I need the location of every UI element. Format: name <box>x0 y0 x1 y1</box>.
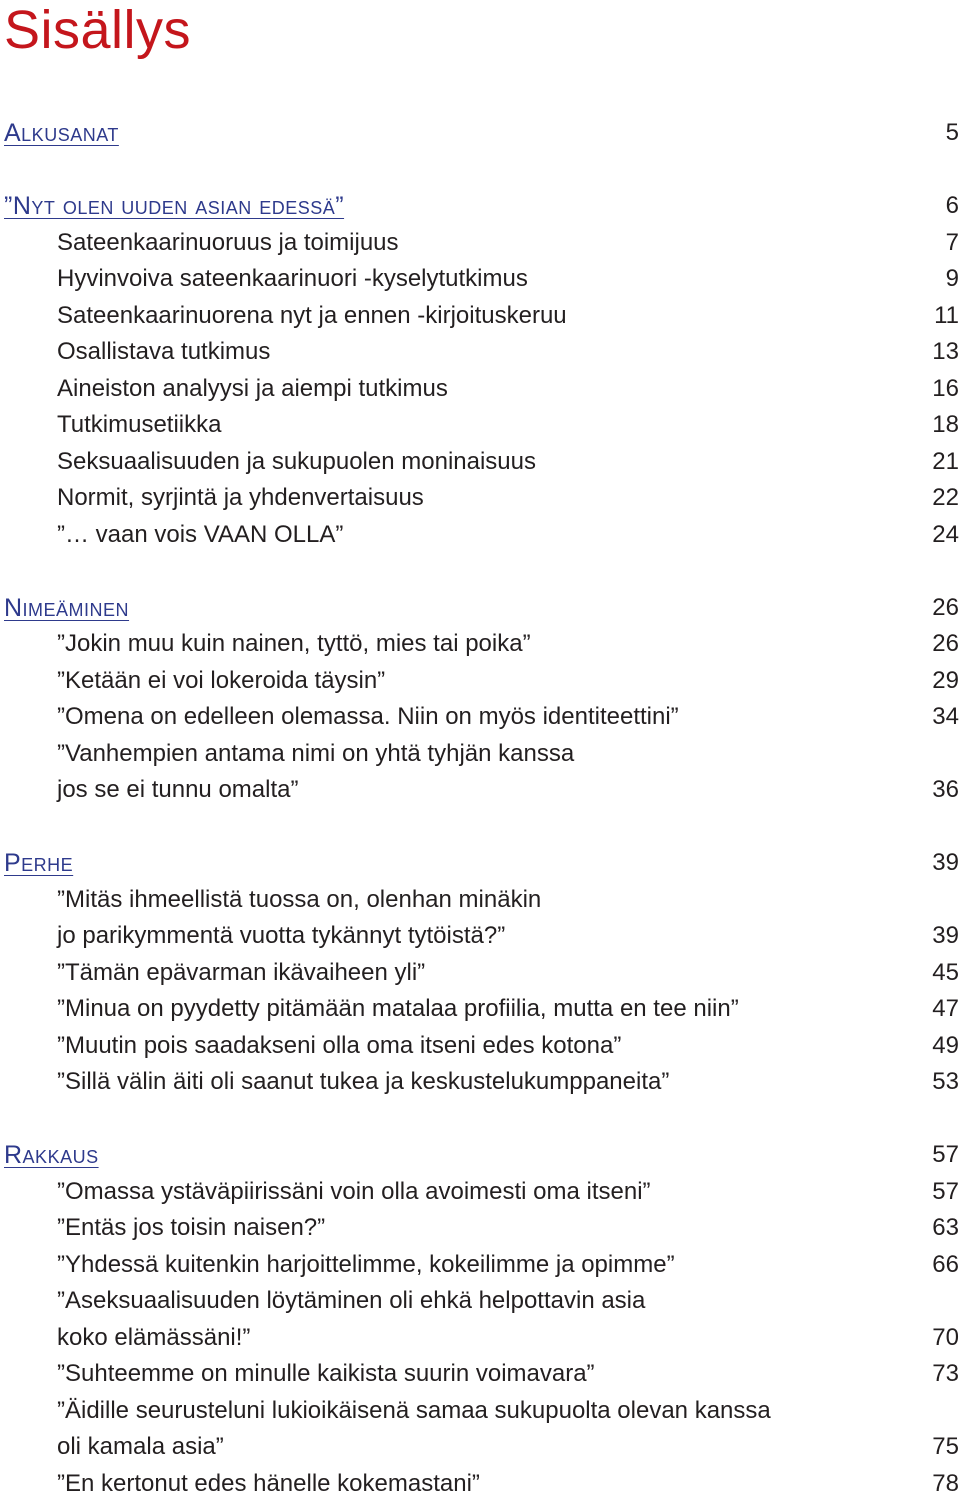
entry-page-number: 29 <box>932 663 959 700</box>
toc-entry-row[interactable] <box>0 1429 960 1466</box>
toc-entry-row[interactable] <box>0 699 960 736</box>
entry-page-number: 24 <box>932 517 959 554</box>
entry-page-number: 9 <box>946 261 959 298</box>
toc-section-row[interactable] <box>0 1137 960 1174</box>
section-page-number: 26 <box>932 590 959 627</box>
entry-title: Hyvinvoiva sateenkaarinuori -kyselytutkimus <box>57 261 528 298</box>
entry-page-number: 66 <box>932 1247 959 1284</box>
entry-page-number: 57 <box>932 1174 959 1211</box>
toc-entry-row[interactable] <box>0 371 960 408</box>
entry-title: ”Minua on pyydetty pitämään matalaa profiilia, mutta en tee niin” <box>57 991 739 1028</box>
entry-title: ”Mitäs ihmeellistä tuossa on, olenhan minäkin <box>57 882 541 919</box>
toc-entry-row[interactable] <box>0 991 960 1028</box>
toc-section-row[interactable] <box>0 845 960 882</box>
toc-entry-row[interactable] <box>0 407 960 444</box>
entry-title: ”Suhteemme on minulle kaikista suurin voimavara” <box>57 1356 595 1393</box>
toc-entry-row[interactable] <box>0 1210 960 1247</box>
toc-entry-row[interactable] <box>0 1356 960 1393</box>
entry-title: oli kamala asia” <box>57 1429 224 1466</box>
section-title-link[interactable]: Rakkaus <box>4 1137 99 1174</box>
section-page-number: 5 <box>946 115 959 152</box>
page-title: Sisällys <box>4 0 191 62</box>
section-title-link[interactable]: Nimeäminen <box>4 590 129 627</box>
toc-entry-row[interactable] <box>0 1064 960 1101</box>
toc-entry-row[interactable] <box>0 1466 960 1502</box>
toc-entry-row[interactable] <box>0 517 960 554</box>
entry-page-number: 34 <box>932 699 959 736</box>
toc-section-row[interactable] <box>0 188 960 225</box>
toc-entry-row[interactable] <box>0 882 960 919</box>
entry-page-number: 73 <box>932 1356 959 1393</box>
entry-page-number: 22 <box>932 480 959 517</box>
toc-entry-row[interactable] <box>0 444 960 481</box>
entry-title: Seksuaalisuuden ja sukupuolen moninaisuus <box>57 444 536 481</box>
entry-title: ”Omassa ystäväpiirissäni voin olla avoimesti oma itseni” <box>57 1174 651 1211</box>
entry-page-number: 45 <box>932 955 959 992</box>
entry-title: ”Jokin muu kuin nainen, tyttö, mies tai poika” <box>57 626 531 663</box>
toc-entry-row[interactable] <box>0 955 960 992</box>
toc-entry-row[interactable] <box>0 334 960 371</box>
entry-page-number: 21 <box>932 444 959 481</box>
entry-page-number: 47 <box>932 991 959 1028</box>
section-page-number: 39 <box>932 845 959 882</box>
entry-title: ”Tämän epävarman ikävaiheen yli” <box>57 955 425 992</box>
section-spacer <box>0 1101 960 1138</box>
entry-page-number: 75 <box>932 1429 959 1466</box>
entry-title: ”… vaan vois VAAN OLLA” <box>57 517 343 554</box>
entry-page-number: 11 <box>934 298 959 335</box>
entry-title: ”Yhdessä kuitenkin harjoittelimme, kokeilimme ja opimme” <box>57 1247 675 1284</box>
entry-title: Sateenkaarinuorena nyt ja ennen -kirjoituskeruu <box>57 298 567 335</box>
entry-title: ”Sillä välin äiti oli saanut tukea ja keskustelukumppaneita” <box>57 1064 669 1101</box>
toc-entry-row[interactable] <box>0 663 960 700</box>
entry-page-number: 63 <box>932 1210 959 1247</box>
entry-page-number: 26 <box>932 626 959 663</box>
entry-title: Tutkimusetiikka <box>57 407 221 444</box>
toc-entry-row[interactable] <box>0 298 960 335</box>
table-of-contents <box>0 115 960 1502</box>
entry-title: Osallistava tutkimus <box>57 334 270 371</box>
section-spacer <box>0 553 960 590</box>
toc-entry-row[interactable] <box>0 1283 960 1320</box>
entry-title: ”Äidille seurusteluni lukioikäisenä samaa sukupuolta olevan kanssa <box>57 1393 771 1430</box>
section-page-number: 57 <box>932 1137 959 1174</box>
toc-entry-row[interactable] <box>0 626 960 663</box>
toc-entry-row[interactable] <box>0 736 960 773</box>
toc-entry-row[interactable] <box>0 918 960 955</box>
section-page-number: 6 <box>946 188 959 225</box>
toc-entry-row[interactable] <box>0 1174 960 1211</box>
section-title-link[interactable]: ”Nyt olen uuden asian edessä” <box>4 188 344 225</box>
entry-page-number: 78 <box>932 1466 959 1502</box>
entry-page-number: 18 <box>932 407 959 444</box>
toc-section-row[interactable] <box>0 590 960 627</box>
entry-title: ”Omena on edelleen olemassa. Niin on myös identiteettini” <box>57 699 679 736</box>
section-title-link[interactable]: Alkusanat <box>4 115 119 152</box>
entry-page-number: 16 <box>932 371 959 408</box>
toc-entry-row[interactable] <box>0 1393 960 1430</box>
entry-title: jo parikymmentä vuotta tykännyt tytöistä?” <box>57 918 505 955</box>
entry-title: koko elämässäni!” <box>57 1320 250 1357</box>
toc-entry-row[interactable] <box>0 261 960 298</box>
toc-entry-row[interactable] <box>0 480 960 517</box>
entry-page-number: 36 <box>932 772 959 809</box>
toc-entry-row[interactable] <box>0 225 960 262</box>
entry-page-number: 49 <box>932 1028 959 1065</box>
toc-entry-row[interactable] <box>0 1320 960 1357</box>
entry-title: ”Entäs jos toisin naisen?” <box>57 1210 325 1247</box>
toc-section-row[interactable] <box>0 115 960 152</box>
entry-title: jos se ei tunnu omalta” <box>57 772 298 809</box>
section-spacer <box>0 152 960 189</box>
entry-title: Aineiston analyysi ja aiempi tutkimus <box>57 371 448 408</box>
entry-page-number: 13 <box>932 334 959 371</box>
entry-title: ”Vanhempien antama nimi on yhtä tyhjän kanssa <box>57 736 574 773</box>
toc-entry-row[interactable] <box>0 1028 960 1065</box>
entry-page-number: 53 <box>932 1064 959 1101</box>
entry-page-number: 7 <box>946 225 959 262</box>
entry-title: ”Ketään ei voi lokeroida täysin” <box>57 663 385 700</box>
entry-title: ”En kertonut edes hänelle kokemastani” <box>57 1466 480 1502</box>
toc-entry-row[interactable] <box>0 1247 960 1284</box>
entry-page-number: 39 <box>932 918 959 955</box>
entry-title: ”Aseksuaalisuuden löytäminen oli ehkä helpottavin asia <box>57 1283 645 1320</box>
toc-entry-row[interactable] <box>0 772 960 809</box>
entry-page-number: 70 <box>932 1320 959 1357</box>
section-spacer <box>0 809 960 846</box>
entry-title: ”Muutin pois saadakseni olla oma itseni edes kotona” <box>57 1028 621 1065</box>
entry-title: Normit, syrjintä ja yhdenvertaisuus <box>57 480 424 517</box>
entry-title: Sateenkaarinuoruus ja toimijuus <box>57 225 399 262</box>
section-title-link[interactable]: Perhe <box>4 845 73 882</box>
